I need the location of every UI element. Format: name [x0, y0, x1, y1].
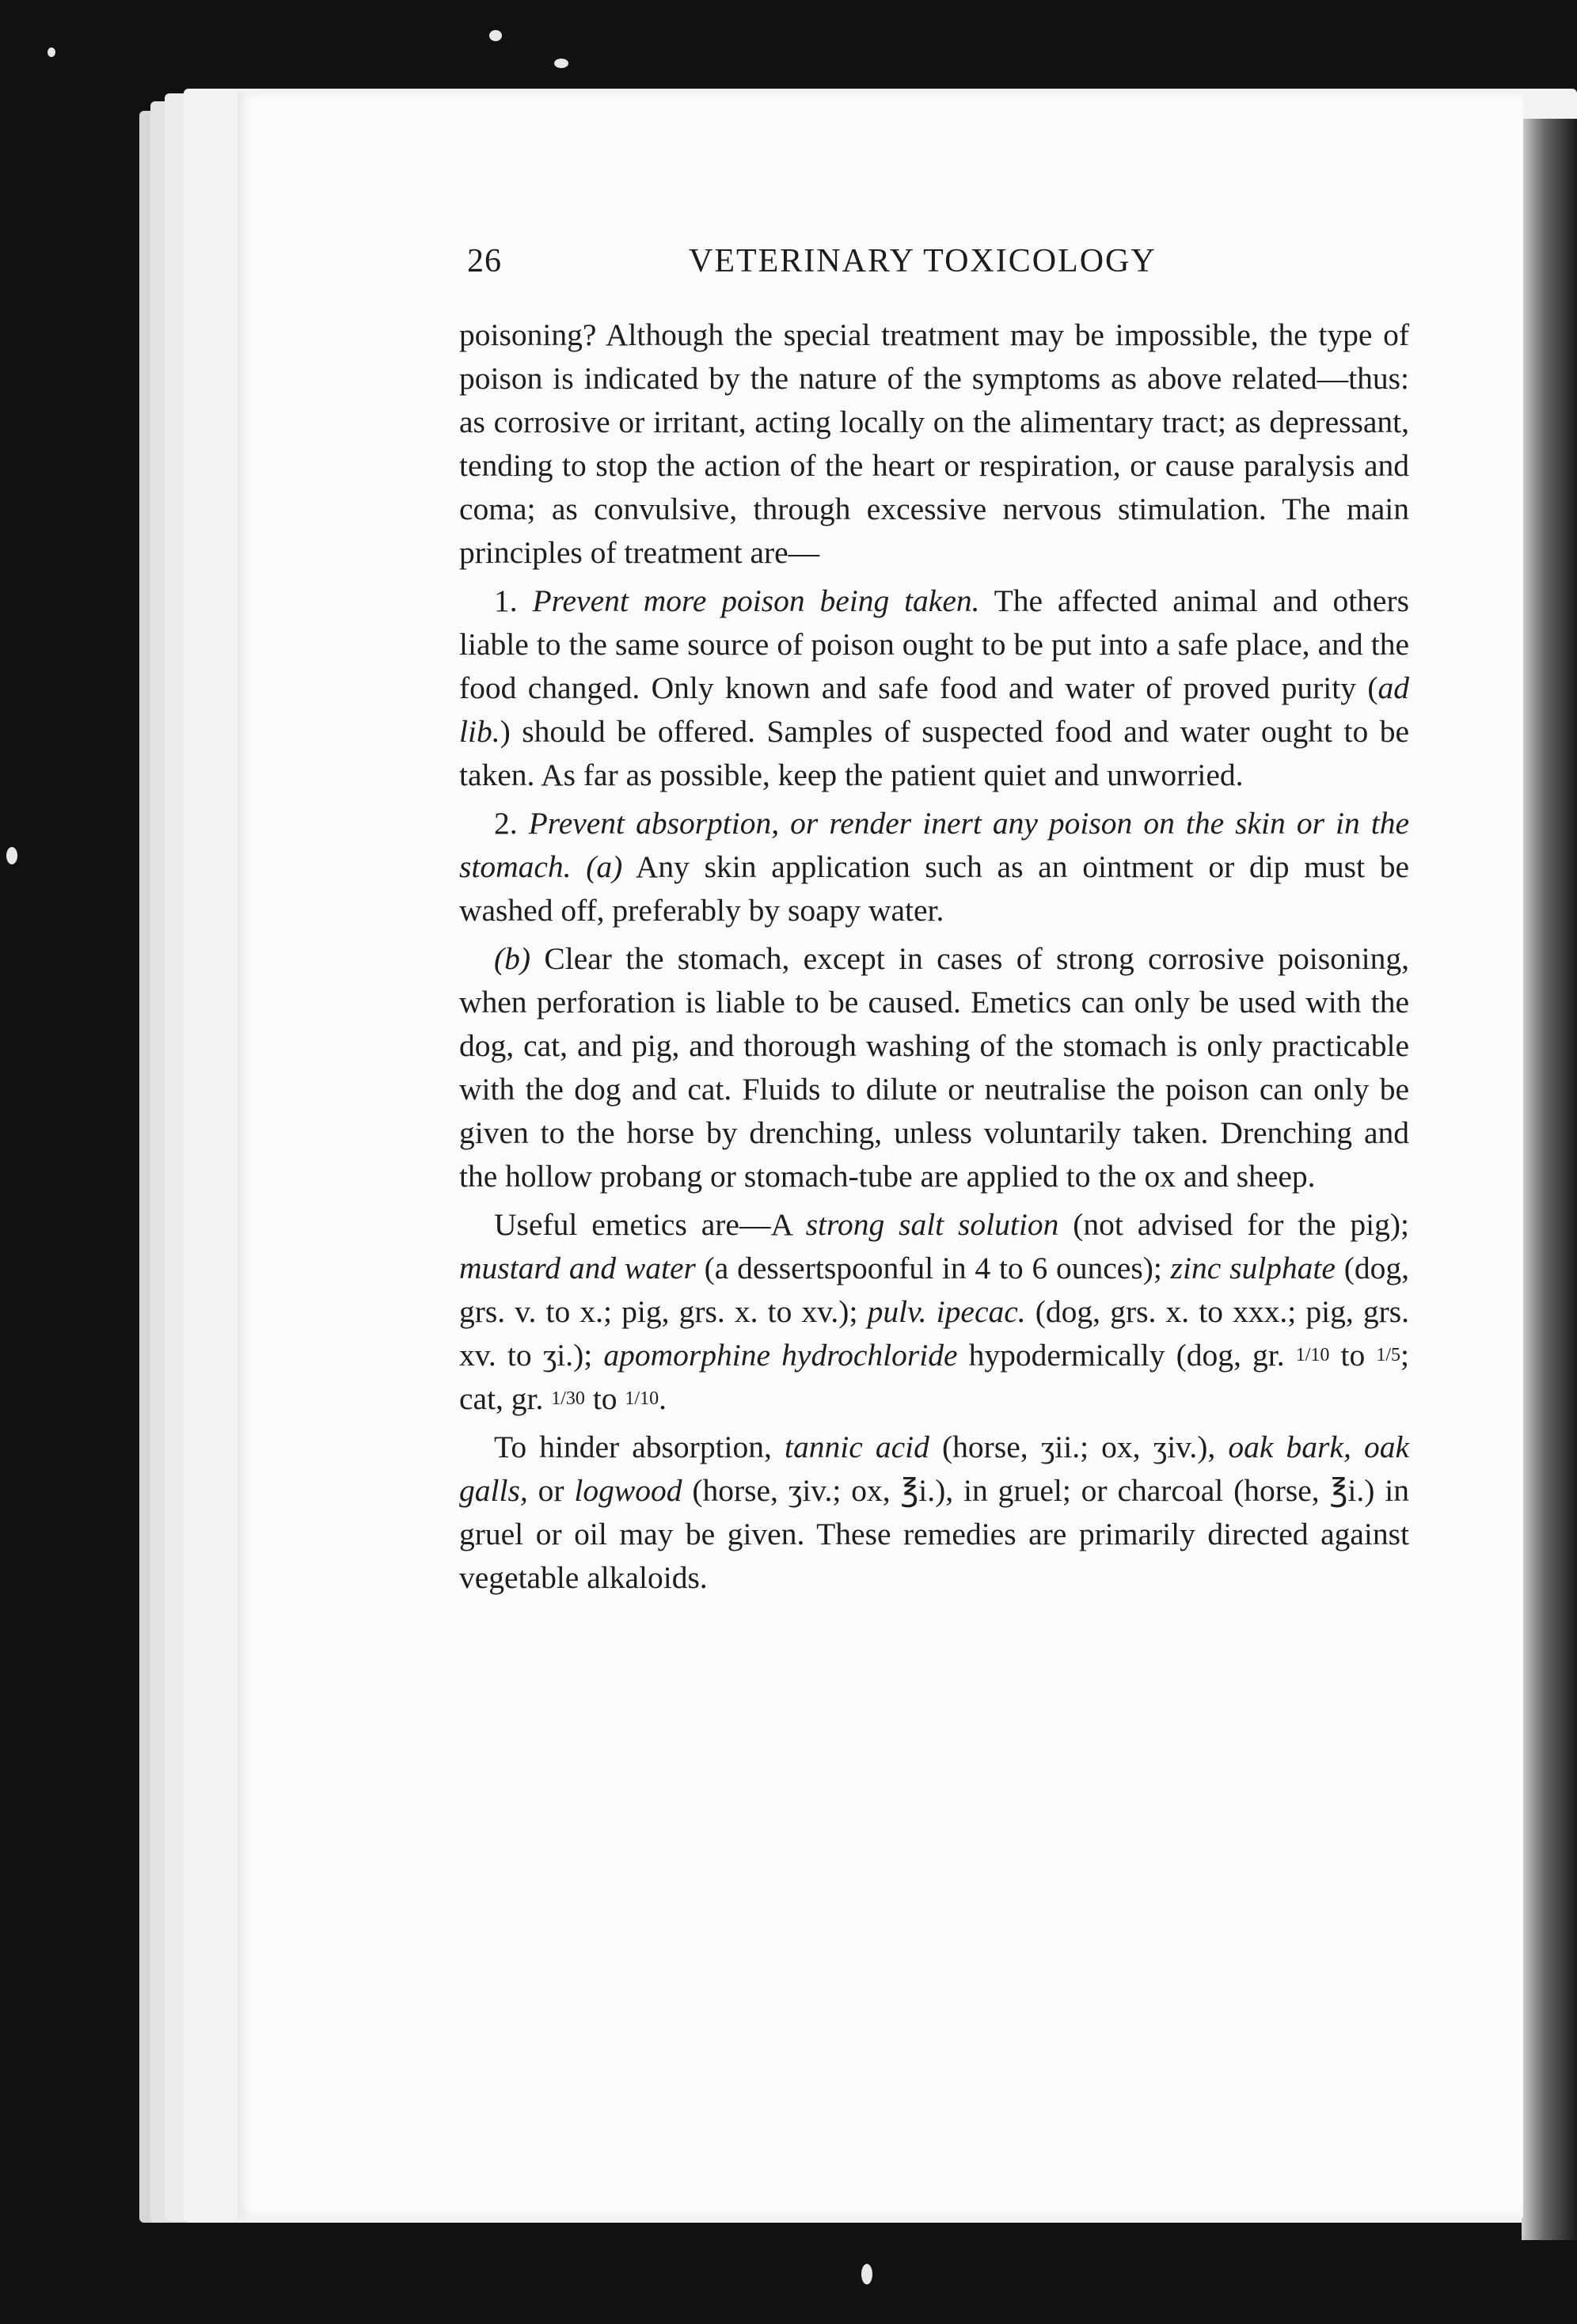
- running-title: VETERINARY TOXICOLOGY: [689, 243, 1157, 279]
- fraction: 1/30: [551, 1388, 585, 1409]
- book-page: [238, 92, 1523, 2218]
- dust-speck: [489, 30, 502, 41]
- paragraph-intro: poisoning? Although the special treatment may be impossible, the type of poison is indicated by the nature of the symptoms as above related—thus: as corrosive or irritant, acting locally on the alimentary tract; as depressant, tending to stop the action of the heart or respiration, or cause paralysis and coma; as convulsive, through excessive nervous stimulation. The main principles of treatment are—: [459, 317, 1409, 570]
- paragraph-clear-stomach: (b) Clear the stomach, except in cases of strong corrosive poisoning, when perforation is liable to be caused. Emetics can only be used with the dog, cat, and pig, and thorough washing of the stomach is only practicable with the dog and cat. Fluids to dilute or neutralise the poison can only be given to the horse by drenching, unless voluntarily taken. Drenching and the hollow probang or stomach-tube are applied to the ox and sheep.: [459, 941, 1409, 1194]
- dust-speck: [861, 2264, 872, 2284]
- paragraph-principle-2: 2. Prevent absorption, or render inert any poison on the skin or in the stomach. (a) Any skin application such as an ointment or dip must be washed off, preferably by soapy water.: [459, 806, 1410, 928]
- dust-speck: [554, 59, 568, 68]
- fraction: 1/5: [1376, 1345, 1401, 1365]
- binding-shadow: [1522, 119, 1577, 2240]
- fraction: 1/10: [625, 1388, 659, 1409]
- dust-speck: [6, 847, 17, 864]
- paragraph-hinder-absorption: To hinder absorption, tannic acid (horse, ʒii.; ox, ʒiv.), oak bark, oak galls, or logwood (horse, ʒiv.; ox, ℥i.), in gruel; or charcoal (horse, ℥i.) in gruel or oil may be given. These remedies are primarily directed against vegetable alkaloids.: [459, 1430, 1409, 1595]
- principle-1-heading: Prevent more poison being taken.: [532, 583, 980, 618]
- paragraph-principle-1: 1. Prevent more poison being taken. The affected animal and others liable to the same source of poison ought to be put into a safe place, and the food changed. Only known and safe food and water of proved purity (ad lib.) should be offered. Samples of suspected food and water ought to be taken. As far as possible, keep the patient quiet and unworried.: [459, 583, 1409, 792]
- dust-speck: [48, 47, 55, 57]
- paragraph-emetics: Useful emetics are—A strong salt solution (not advised for the pig); mustard and water (a dessertspoonful in 4 to 6 ounces); zinc sulphate (dog, grs. v. to x.; pig, grs. x. to xv.); pulv. ipecac. (dog, grs. x. to xxx.; pig, grs. xv. to ʒi.); apomorphine hydrochloride hypodermically (dog, gr. 1/10 to 1/5; cat, gr. 1/30 to 1/10.: [459, 1207, 1409, 1416]
- principle-2-heading: Prevent absorption, or render inert any poison on the skin or in the stomach.: [459, 806, 1410, 884]
- page-number: 26: [467, 243, 502, 279]
- body-text: [459, 313, 1409, 1604]
- fraction: 1/10: [1295, 1345, 1330, 1365]
